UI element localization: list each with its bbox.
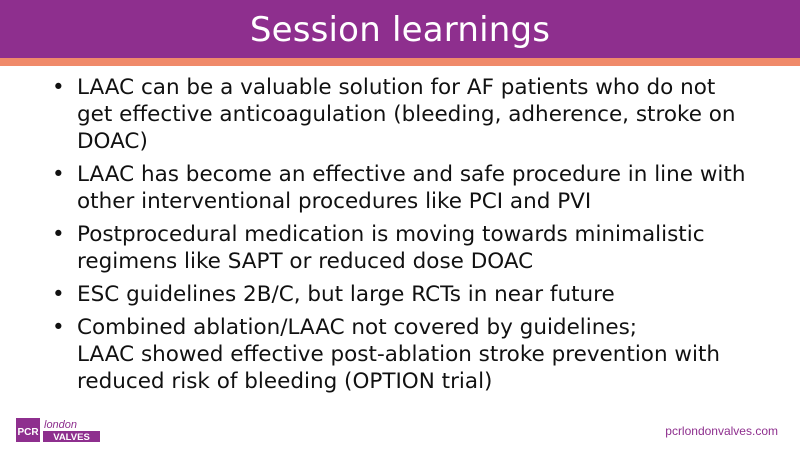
header-accent-bar [0, 58, 800, 66]
bullet-item [52, 281, 772, 308]
bullet-list [52, 74, 772, 395]
slide-header [0, 0, 800, 58]
bullet-dot-icon: • [52, 282, 65, 307]
bullet-line: reduced risk of bleeding (OPTION trial) [77, 369, 493, 394]
bullet-dot-icon: • [52, 315, 65, 340]
bullet-line: DOAC) [77, 129, 148, 154]
pcr-london-valves-logo [16, 416, 106, 444]
slide-content [52, 74, 772, 401]
slide-title: Session learnings [249, 10, 551, 50]
bullet-item [52, 221, 772, 275]
bullet-line: LAAC has become an effective and safe procedure in line with [77, 162, 746, 187]
bullet-dot-icon: • [52, 162, 65, 187]
bullet-line: LAAC can be a valuable solution for AF patients who do not [77, 75, 716, 100]
bullet-item [52, 314, 772, 395]
logo-london-text: london [44, 419, 78, 431]
bullet-item [52, 74, 772, 155]
bullet-line: ESC guidelines 2B/C, but large RCTs in near future [77, 282, 615, 307]
bullet-item [52, 161, 772, 215]
bullet-line: Combined ablation/LAAC not covered by guidelines; [77, 315, 638, 340]
bullet-line: other interventional procedures like PCI and PVI [77, 189, 592, 214]
bullet-line: Postprocedural medication is moving towards minimalistic [77, 222, 705, 247]
bullet-line: get effective anticoagulation (bleeding, adherence, stroke on [77, 102, 736, 127]
bullet-line: regimens like SAPT or reduced dose DOAC [77, 249, 534, 274]
bullet-dot-icon: • [52, 75, 65, 100]
footer-url: pcrlondonvalves.com [665, 424, 778, 438]
bullet-line: LAAC showed effective post-ablation stroke prevention with [77, 342, 721, 367]
logo-valves-text: VALVES [53, 432, 90, 443]
bullet-dot-icon: • [52, 222, 65, 247]
logo-pcr-text: PCR [17, 427, 39, 438]
